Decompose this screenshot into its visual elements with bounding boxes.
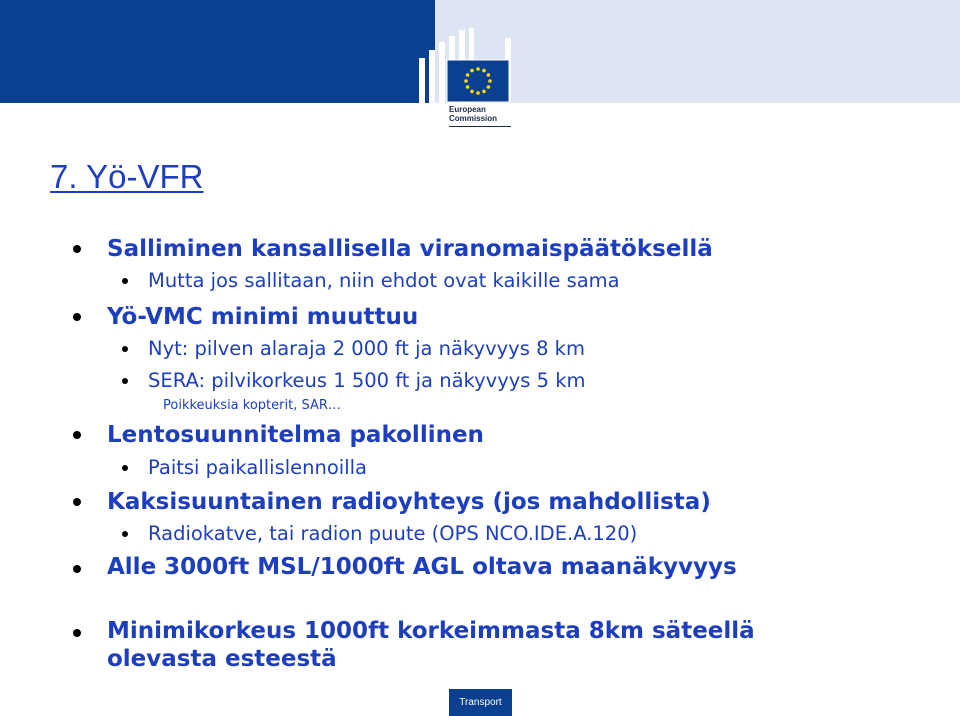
bullet-item: Minimikorkeus 1000ft korkeimmasta 8km säteellä <box>107 618 755 644</box>
bullet-item: Salliminen kansallisella viranomaispäätöksellä <box>107 236 713 262</box>
bullet-dot <box>122 346 128 352</box>
logo-line-1: European <box>449 105 486 114</box>
bullet-dot <box>73 245 81 253</box>
bullet-dot <box>122 378 128 384</box>
bullet-dot <box>122 531 128 537</box>
bullet-dot <box>73 498 81 506</box>
bullet-item: Nyt: pilven alaraja 2 000 ft ja näkyvyys 8 km <box>148 337 585 360</box>
bullet-item: Poikkeuksia kopterit, SAR… <box>163 398 341 413</box>
bullet-item: Paitsi paikallislennoilla <box>148 456 367 479</box>
bullet-item: Alle 3000ft MSL/1000ft AGL oltava maanäkyvyys <box>107 554 737 580</box>
bullet-item: Kaksisuuntainen radioyhteys (jos mahdollista) <box>107 489 711 515</box>
bullet-dot <box>73 565 81 573</box>
bullet-dot <box>122 465 128 471</box>
bullet-dot <box>73 431 81 439</box>
bullet-item-continued: olevasta esteestä <box>107 646 337 672</box>
bullet-dot <box>73 629 81 637</box>
bullet-item: Mutta jos sallitaan, niin ehdot ovat kaikille sama <box>148 269 620 292</box>
bullet-dot <box>122 278 128 284</box>
footer-dg-tab: Transport <box>449 689 512 716</box>
slide-title: 7. Yö-VFR <box>50 158 204 195</box>
bullet-dot <box>73 313 81 321</box>
bullet-item: Yö-VMC minimi muuttuu <box>107 304 419 330</box>
bullet-item: Radiokatve, tai radion puute (OPS NCO.IDE.A.120) <box>148 522 638 545</box>
bullet-item: SERA: pilvikorkeus 1 500 ft ja näkyvyys 5 km <box>148 369 586 392</box>
logo-line-2: Commission <box>449 114 498 123</box>
bullet-item: Lentosuunnitelma pakollinen <box>107 422 484 448</box>
